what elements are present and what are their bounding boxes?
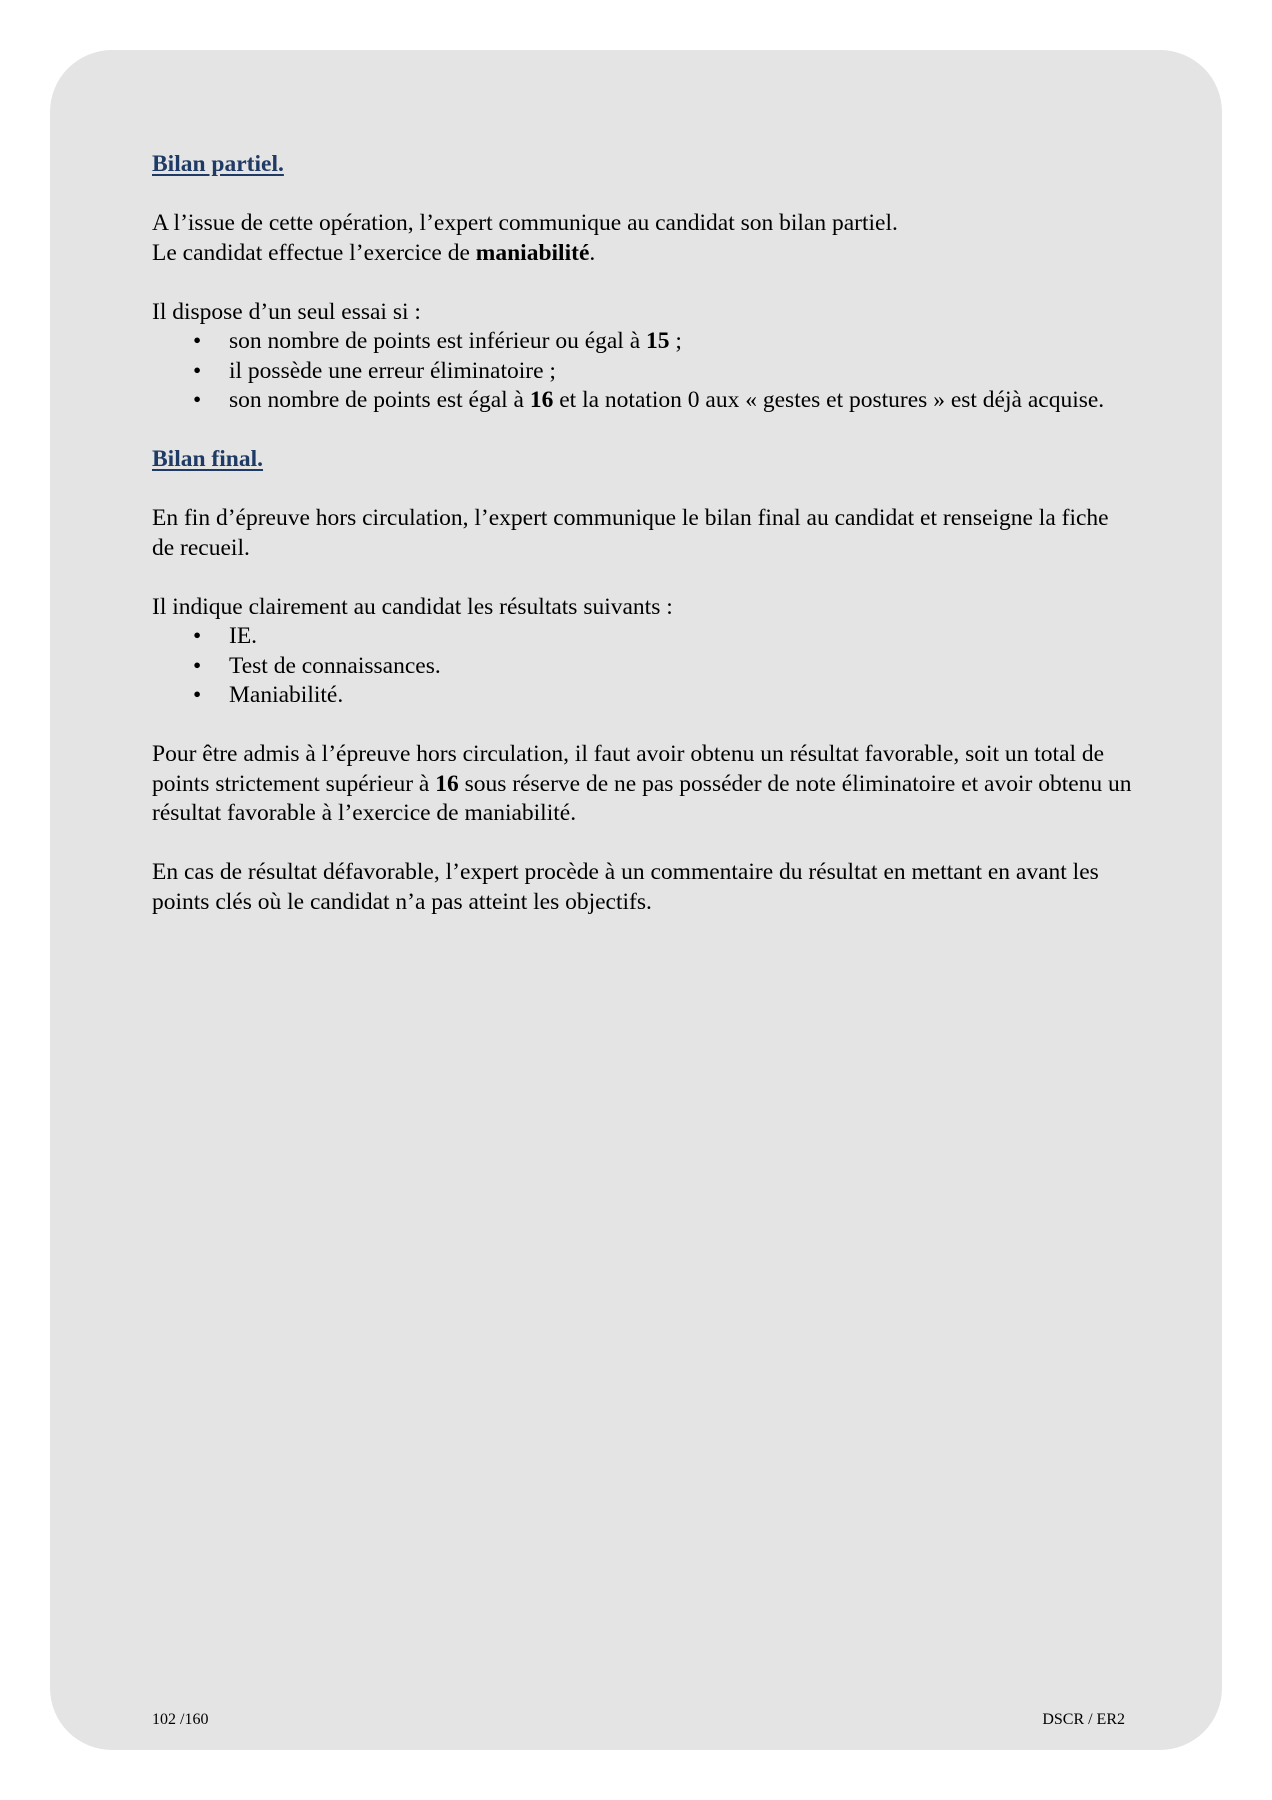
list-essai-conditions xyxy=(152,327,1132,416)
list-item xyxy=(229,386,1132,416)
text-maniabilite-bold: maniabilité xyxy=(475,239,590,266)
bullet-text: il possède une erreur éliminatoire ; xyxy=(229,357,556,384)
paragraph-admission xyxy=(152,740,1132,829)
paragraph-essai-intro: Il dispose d’un seul essai si : xyxy=(152,298,421,325)
bullet-text: son nombre de points est égal à xyxy=(229,387,530,413)
admission-text-post: sous réserve de ne pas posséder de note éliminatoire et avoir obtenu un résultat favorable à l’exercice de maniabilité. xyxy=(152,770,1132,826)
heading-bilan-partiel: Bilan partiel. xyxy=(152,151,284,177)
bullet-text: et la notation 0 aux « gestes et postures » est déjà acquise. xyxy=(553,387,1105,413)
bullet-text: ; xyxy=(669,328,682,354)
bullet-text: son nombre de points est inférieur ou égal à xyxy=(229,328,647,354)
list-item: • IE. xyxy=(229,622,1132,652)
list-item xyxy=(229,357,1132,387)
list-item xyxy=(229,327,1132,357)
text-partial-line2-pre: Le candidat effectue l’exercice de xyxy=(152,239,476,266)
list-results xyxy=(152,622,1132,711)
bullet-bold: 15 xyxy=(646,328,670,354)
list-item: • Test de connaissances. xyxy=(229,652,1132,682)
paragraph-unfavorable: En cas de résultat défavorable, l’expert procède à un commentaire du résultat en mettant en avant les points clés où le candidat n’a pas atteint les objectifs. xyxy=(152,859,1099,915)
admission-text-bold: 16 xyxy=(435,770,459,797)
paragraph-results-intro: Il indique clairement au candidat les résultats suivants : xyxy=(152,593,673,620)
paragraph-partial-intro xyxy=(152,209,1132,268)
footer-page-number: 102 /160 xyxy=(152,1711,209,1728)
list-item: • Maniabilité. xyxy=(229,681,1132,711)
text-partial-line1: A l’issue de cette opération, l’expert communique au candidat son bilan partiel. xyxy=(152,210,898,236)
heading-bilan-final: Bilan final. xyxy=(152,446,264,472)
text-partial-line2-post: . xyxy=(589,239,596,266)
footer-reference: DSCR / ER2 xyxy=(1042,1711,1125,1728)
bullet-bold: 16 xyxy=(529,387,554,413)
admission-text-pre: Pour être admis à l’épreuve hors circulation, il faut avoir obtenu un résultat favorable, soit un total de points strictement supérieur à xyxy=(152,741,1105,797)
document-body xyxy=(152,150,1132,917)
paragraph-final-intro: En fin d’épreuve hors circulation, l’expert communique le bilan final au candidat et renseigne la fiche de recueil. xyxy=(152,505,1109,561)
